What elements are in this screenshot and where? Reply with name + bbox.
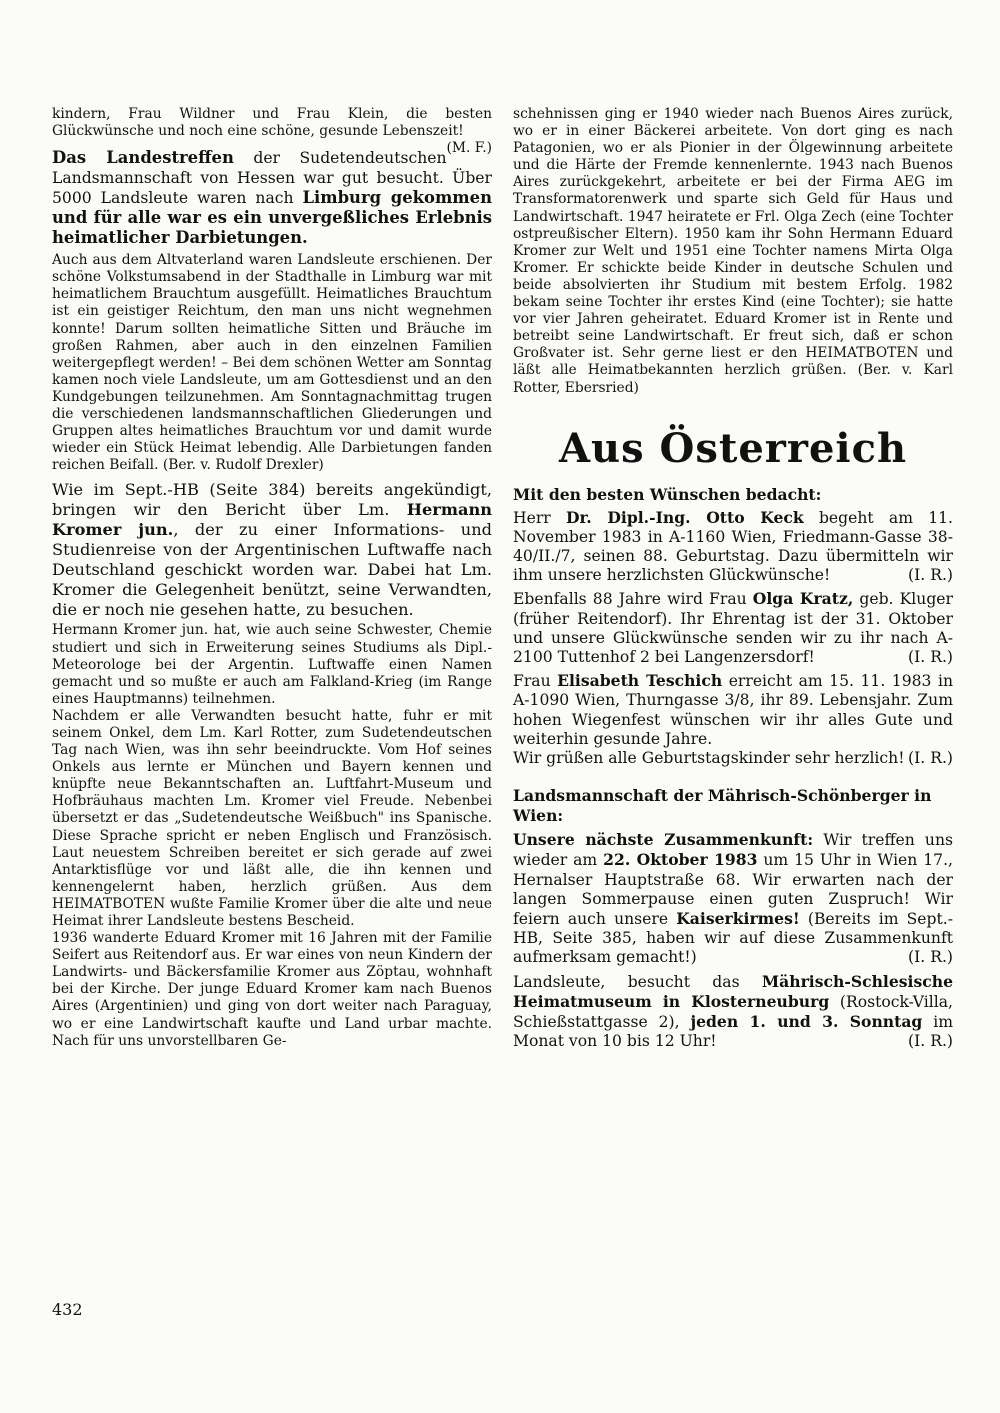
signature: (I. R.) — [908, 749, 953, 768]
signature: (I. R.) — [908, 648, 953, 667]
paragraph-kromer-history: 1936 wanderte Eduard Kromer mit 16 Jahren mit der Familie Seifert aus Reitendorf aus. Er war eines von neun Kindern der Landwirts- und Bäckersfamilie Kromer aus Zöptau, wohnhaft bei der Kirche. Der junge Eduard Kromer kam nach Buenos Aires (Argentinien) und ging von dort weiter nach Paraguay, wo er eine Landwirtschaft kaufte und Land urbar machte. Nach für uns unvorstellbaren Ge- — [52, 930, 492, 1049]
paragraph-kratz: Ebenfalls 88 Jahre wird Frau Olga Kratz, geb. Kluger (früher Reitendorf). Ihr Ehrentag ist der 31. Oktober und unsere Glückwünsche senden wir zu ihr nach A-2100 Tuttenhof 2 bei Langenzersdorf! (I. R.) — [513, 589, 953, 667]
section-title: Aus Österreich — [558, 424, 908, 472]
paragraph-kromer-study: Hermann Kromer jun. hat, wie auch seine Schwester, Chemie studiert und sich in Erweiterung seines Studiums als Dipl.-Meteorologe bei der Argentin. Luftwaffe einen Namen gemacht und so mußte er auch am Falkland-Krieg (im Range eines Hauptmanns) teilnehmen. — [52, 622, 492, 707]
paragraph-teschich: Frau Elisabeth Teschich erreicht am 15. 11. 1983 in A-1090 Wien, Thurngasse 3/8, ihr 89. Lebensjahr. Zum hohen Wiegenfest wünschen wir ihr alles Gute und weiterhin gesunde Jahre. — [513, 671, 953, 748]
signature: (M. F.) — [446, 140, 492, 157]
paragraph-kromer-visit: Nachdem er alle Verwandten besucht hatte, fuhr er mit seinem Onkel, dem Lm. Karl Rotter, zum Sudetendeutschen Tag nach Wien, was ihn sehr beeindruckte. Vom Hof seines Onkels aus lernte er München und Bayern kennen und knüpfte neue Bekanntschaften an. Luftfahrt-Museum und Hofbräuhaus machten Lm. Kromer viel Freude. Nebenbei übersetzt er das „Sudetendeutsche Weißbuch" ins Spanische. Diese Sprache spricht er neben Englisch und Französisch. Laut neuestem Schreiben bereitet er sich gerade auf zwei Antarktisflüge vor und läßt alle, die ihn kennen und kennengelernt haben, herzlich grüßen. Aus dem HEIMATBOTEN wußte Familie Kromer über die alte und neue Heimat ihrer Landsleute bestens Bescheid. — [52, 707, 492, 929]
paragraph-museum: Landsleute, besucht das Mährisch-Schlesische Heimatmuseum in Klosterneuburg (Rostock-Villa, Schießstattgasse 2), jeden 1. und 3. Sonntag im Monat von 10 bis 12 Uhr! (I. R.) — [513, 971, 953, 1051]
paragraph-meeting: Unsere nächste Zusammenkunft: Wir treffen uns wieder am 22. Oktober 1983 um 15 Uhr in Wien 17., Hernalser Hauptstraße 68. Wir erwarten nach der langen Sommerpause einen guten Zuspruch! Wir feiern auch unsere Kaiserkirmes! (Bereits im Sept.-HB, Seite 385, haben wir auf diese Zusammenkunft aufmerksam gemacht!) (I. R.) — [513, 830, 953, 967]
paragraph-all-greetings: Wir grüßen alle Geburtstagskinder sehr herzlich! (I. R.) — [513, 749, 953, 768]
subhead-landsmannschaft: Landsmannschaft der Mährisch-Schönberger in Wien: — [513, 786, 932, 826]
signature: (I. R.) — [908, 1032, 953, 1051]
page-number: 432 — [52, 1300, 83, 1319]
paragraph-altvaterland: Auch aus dem Altvaterland waren Landsleute erschienen. Der schöne Volkstumsabend in der Stadthalle in Limburg war mit heimatlichem Brauchtum ausgefüllt. Heimatliches Brauchtum ist ein geistiger Reichtum, den man uns nicht wegnehmen konnte! Darum sollten heimatliche Sitten und Bräuche im großen Rahmen, aber auch in den einzelnen Familien weitergepflegt werden! – Bei dem schönen Wetter am Sonntag kamen noch viele Landsleute, um am Gottesdienst und an den Kundgebungen teilzunehmen. Am Sonntagnachmittag trugen die verschiedenen landsmannschaftlichen Gliederungen und Gruppen altes heimatliches Brauchtum vor und damit wurde wieder ein Stück Heimat lebendig. Alle Darbietungen fanden reichen Beifall. (Ber. v. Rudolf Drexler) — [52, 252, 492, 474]
right-column — [513, 106, 953, 1051]
signature: (I. R.) — [908, 566, 953, 585]
paragraph-landestreffen: Das Landestreffen der Sudetendeutschen Landsmannschaft von Hessen war gut besucht. Über 5000 Landsleute waren nach Limburg gekommen und für alle war es ein unvergeßliches Erlebnis heimatlicher Darbietungen. — [52, 148, 492, 248]
paragraph-greeting: kindern, Frau Wildner und Frau Klein, die besten Glückwünsche und noch eine schöne, gesunde Lebenszeit! (M. F.) — [52, 106, 492, 157]
subhead-birthdays: Mit den besten Wünschen bedacht: — [513, 484, 822, 504]
paragraph-keck: Herr Dr. Dipl.-Ing. Otto Keck begeht am 11. November 1983 in A-1160 Wien, Friedmann-Gasse 38-40/II./7, seinen 88. Geburtstag. Dazu übermitteln wir ihm unsere herzlichsten Glückwünsche! (I. R.) — [513, 507, 954, 585]
paragraph-kromer-continued: schehnissen ging er 1940 wieder nach Buenos Aires zurück, wo er in einer Bäckerei arbeitete. Von dort ging es nach Patagonien, wo er als Pionier in der Ölgewinnung arbeitete und die Härte der Fremde kennenlernte. 1943 nach Buenos Aires zurückgekehrt, arbeitete er bei der Firma AEG im Transformatorenwerk und sparte sich Geld für Haus und Landwirtschaft. 1947 heiratete er Frl. Olga Zech (eine Tochter ostpreußischer Eltern). 1950 kam ihr Sohn Hermann Eduard Kromer zur Welt und 1951 eine Tochter namens Mirta Olga Kromer. Er schickte beide Kinder in deutsche Schulen und beide absolvierten ihr Studium mit bestem Erfolg. 1982 bekam seine Tochter ihr erstes Kind (eine Tochter); sie hatte vor vier Jahren geheiratet. Eduard Kromer ist in Rente und betreibt seine Landwirtschaft. Er freut sich, daß er schon Großvater ist. Sehr gerne liest er den HEIMATBOTEN und läßt alle Heimatbekannten herzlich grüßen. (Ber. v. Karl Rotter, Ebersried) — [513, 106, 953, 396]
left-column — [52, 106, 492, 1050]
signature: (I. R.) — [908, 948, 953, 967]
paragraph-kromer-intro: Wie im Sept.-HB (Seite 384) bereits angekündigt, bringen wir den Bericht über Lm. Hermann Kromer jun., der zu einer Informations- und Studienreise von der Argentinischen Luftwaffe nach Deutschland geschickt worden war. Dabei hat Lm. Kromer die Gelegenheit benützt, seine Verwandten, die er noch nie gesehen hatte, zu besuchen. — [52, 480, 492, 620]
